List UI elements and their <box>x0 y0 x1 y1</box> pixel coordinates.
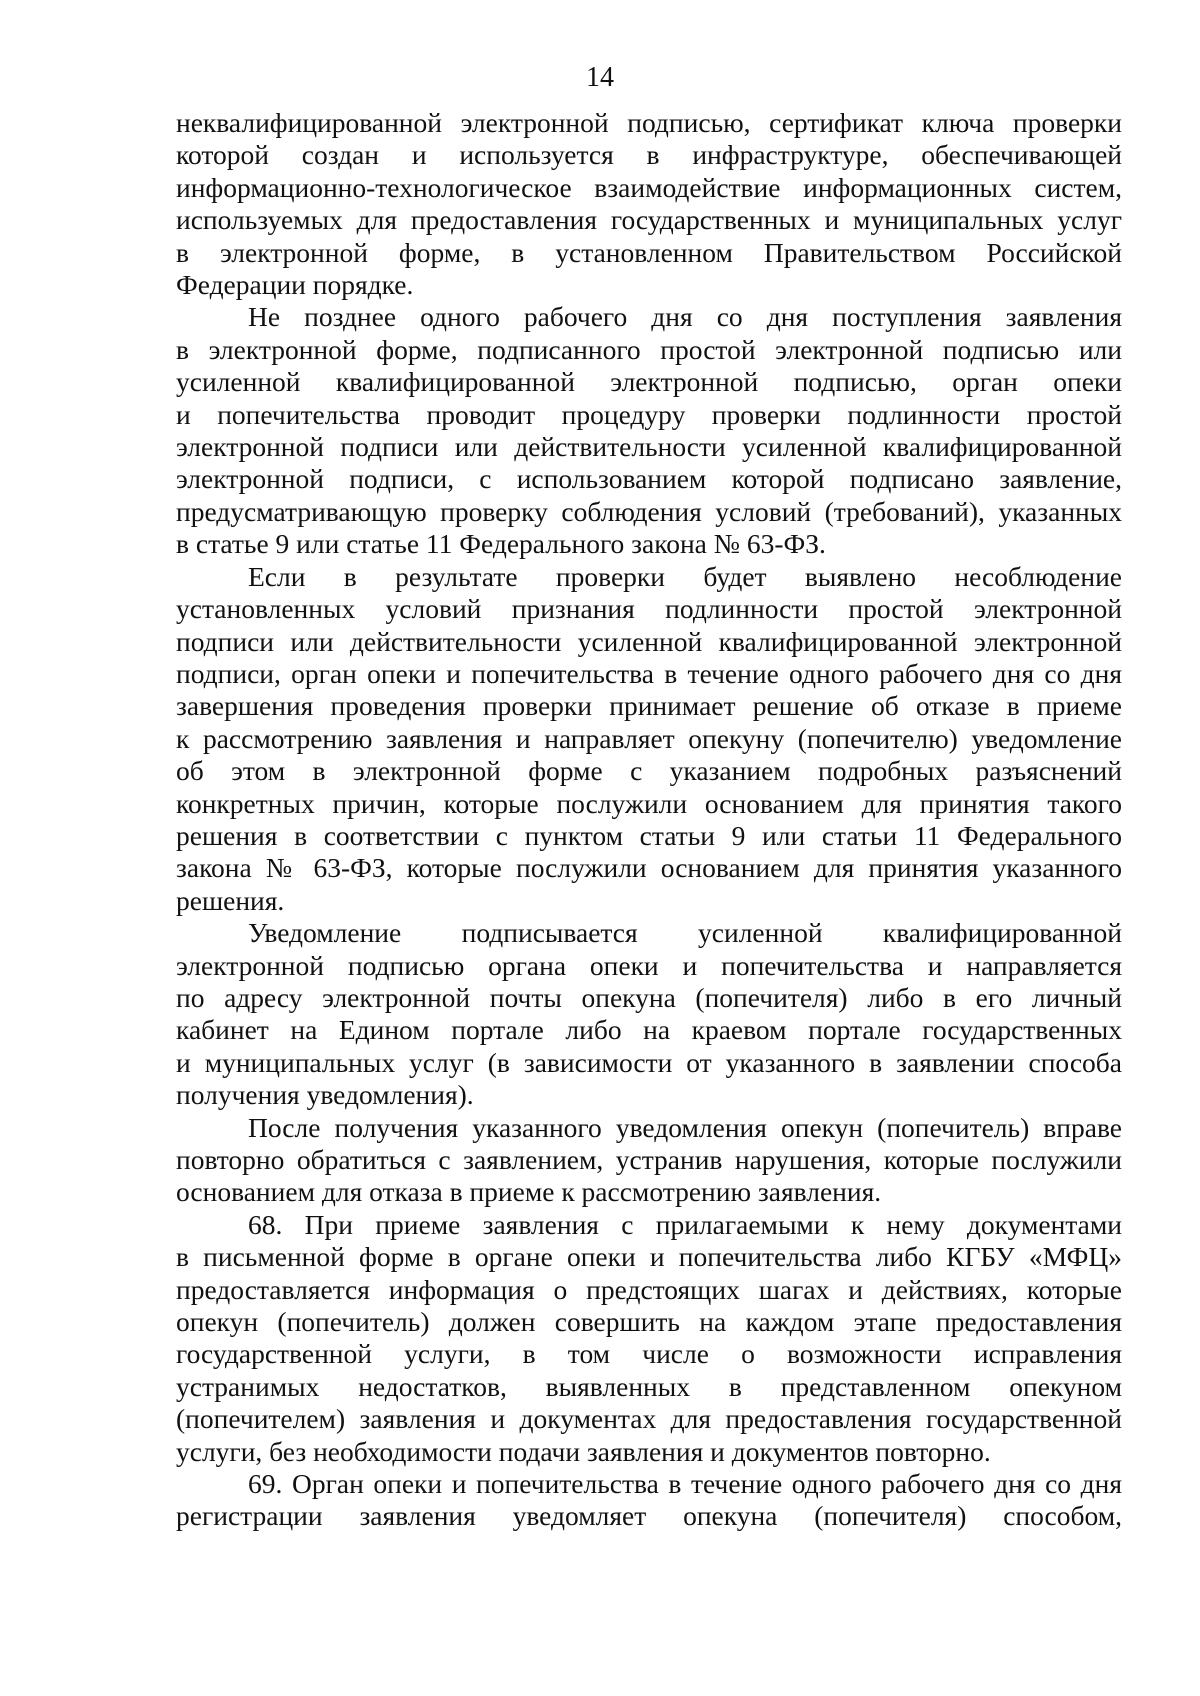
paragraph-6-line-5: государственной услуги, в том числе о возможности исправления <box>176 1338 1122 1370</box>
paragraph-7-line-2: регистрации заявления уведомляет опекуна (попечителя) способом, <box>176 1500 1122 1532</box>
paragraph-3-line-1: Если в результате проверки будет выявлено несоблюдение <box>248 560 1122 592</box>
paragraph-4-line-1: Уведомление подписывается усиленной квалифицированной <box>248 917 1122 949</box>
paragraph-4-line-3: по адресу электронной почты опекуна (попечителя) либо в его личный <box>176 981 1122 1013</box>
paragraph-3-line-6: к рассмотрению заявления и направляет опекуну (попечителю) уведомление <box>176 722 1122 754</box>
paragraph-3-line-11: решения. <box>176 884 285 916</box>
paragraph-3-line-2: установленных условий признания подлинности простой электронной <box>176 593 1122 625</box>
paragraph-3-line-8: конкретных причин, которые послужили основанием для принятия такого <box>176 787 1122 819</box>
paragraph-1-line-5: в электронной форме, в установленном Правительством Российской <box>176 236 1122 268</box>
paragraph-1-line-1: неквалифицированной электронной подписью, сертификат ключа проверки <box>176 107 1122 138</box>
paragraph-2-line-1: Не позднее одного рабочего дня со дня поступления заявления <box>248 301 1122 333</box>
paragraph-2-line-4: и попечительства проводит процедуру проверки подлинности простой <box>176 398 1122 430</box>
paragraph-1-line-4: используемых для предоставления государственных и муниципальных услуг <box>176 204 1122 236</box>
paragraph-1-line-3: информационно-технологическое взаимодействие информационных систем, <box>176 171 1122 203</box>
paragraph-2-line-5: электронной подписи или действительности усиленной квалифицированной <box>176 431 1122 463</box>
paragraph-6-line-8: услуги, без необходимости подачи заявления и документов повторно. <box>176 1435 991 1467</box>
paragraph-4-line-6: получения уведомления). <box>176 1079 474 1111</box>
paragraph-2-line-7: предусматривающую проверку соблюдения условий (требований), указанных <box>176 495 1122 527</box>
paragraph-6-line-1: 68. При приеме заявления с прилагаемыми к нему документами <box>248 1208 1122 1240</box>
paragraph-6-line-7: (попечителем) заявления и документах для предоставления государственной <box>176 1403 1122 1435</box>
paragraph-3-line-9: решения в соответствии с пунктом статьи 9 или статьи 11 Федерального <box>176 819 1122 851</box>
paragraph-3-line-4: подписи, орган опеки и попечительства в течение одного рабочего дня со дня <box>176 657 1122 689</box>
paragraph-3-line-10: закона № 63-ФЗ, которые послужили основанием для принятия указанного <box>176 852 1122 884</box>
paragraph-2-line-8: в статье 9 или статье 11 Федерального закона № 63-ФЗ. <box>176 528 826 560</box>
paragraph-6-line-6: устранимых недостатков, выявленных в представленном опекуном <box>176 1370 1122 1402</box>
paragraph-6-line-4: опекун (попечитель) должен совершить на каждом этапе предоставления <box>176 1306 1122 1338</box>
paragraph-6-line-2: в письменной форме в органе опеки и попечительства либо КГБУ «МФЦ» <box>176 1241 1122 1273</box>
paragraph-6-line-3: предоставляется информация о предстоящих шагах и действиях, которые <box>176 1273 1122 1305</box>
body-text <box>176 107 1122 1533</box>
paragraph-3-line-5: завершения проведения проверки принимает решение об отказе в приеме <box>176 690 1122 722</box>
paragraph-7-line-1: 69. Орган опеки и попечительства в течение одного рабочего дня со дня <box>248 1468 1122 1500</box>
paragraph-5-line-3: основанием для отказа в приеме к рассмотрению заявления. <box>176 1176 882 1208</box>
page-number: 14 <box>586 62 614 93</box>
paragraph-4-line-4: кабинет на Едином портале либо на краевом портале государственных <box>176 1014 1122 1046</box>
paragraph-2-line-2: в электронной форме, подписанного простой электронной подписью или <box>176 333 1122 365</box>
paragraph-2-line-3: усиленной квалифицированной электронной подписью, орган опеки <box>176 366 1122 398</box>
paragraph-1-line-2: которой создан и используется в инфраструктуре, обеспечивающей <box>176 139 1122 171</box>
paragraph-3-line-3: подписи или действительности усиленной квалифицированной электронной <box>176 625 1122 657</box>
paragraph-5-line-2: повторно обратиться с заявлением, устранив нарушения, которые послужили <box>176 1144 1122 1175</box>
paragraph-1-line-6: Федерации порядке. <box>176 269 414 301</box>
paragraph-3-line-7: об этом в электронной форме с указанием подробных разъяснений <box>176 755 1122 787</box>
paragraph-5-line-1: После получения указанного уведомления опекун (попечитель) вправе <box>248 1111 1122 1143</box>
paragraph-4-line-5: и муниципальных услуг (в зависимости от указанного в заявлении способа <box>176 1046 1122 1078</box>
paragraph-4-line-2: электронной подписью органа опеки и попечительства и направляется <box>176 949 1122 981</box>
paragraph-2-line-6: электронной подписи, с использованием которой подписано заявление, <box>176 463 1122 495</box>
